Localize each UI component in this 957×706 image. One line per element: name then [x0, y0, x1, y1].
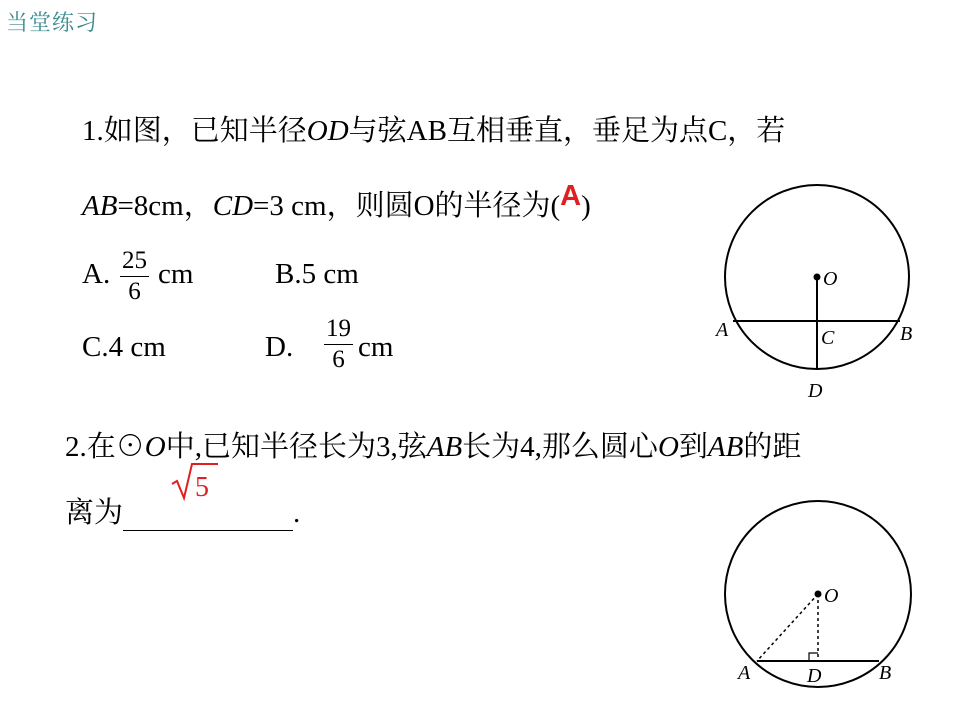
option-d-numerator: 19	[326, 315, 351, 342]
q1-line2	[82, 180, 591, 224]
q1-cd: CD	[212, 190, 254, 222]
q2-t3: 到	[678, 431, 708, 463]
sqrt-radicand: 5	[195, 472, 209, 503]
q1-circle-figure	[700, 170, 930, 405]
radius-oa	[757, 594, 818, 661]
q2-period: .	[293, 497, 301, 529]
option-b: B.5 cm	[275, 258, 359, 290]
label-b: B	[900, 323, 913, 345]
option-d-label: D.	[265, 331, 294, 363]
option-d-denominator: 6	[332, 346, 345, 373]
q1-ab-value: =8cm，	[117, 190, 213, 222]
q2-t2: 长为4,那么圆心	[462, 431, 658, 463]
label-a: A	[738, 662, 751, 684]
option-c: C.4 cm	[82, 331, 166, 363]
slide-title: 当堂练习	[6, 11, 99, 36]
option-a-label: A.	[82, 258, 111, 290]
label-o: O	[824, 585, 839, 607]
right-angle-icon	[809, 653, 818, 661]
option-a-fraction	[120, 248, 149, 305]
q2-circle-figure	[700, 495, 930, 695]
q1-mid: 与弦AB互相垂直，垂足为点C，若	[348, 115, 786, 147]
q1-prefix: 1.如图，已知半径	[82, 115, 307, 147]
label-c: C	[821, 327, 835, 349]
option-a-numerator: 25	[122, 247, 147, 274]
q2-answer-sqrt	[170, 460, 220, 504]
fraction-bar	[324, 344, 353, 345]
q2-ab1: AB	[426, 431, 463, 463]
q2-line1	[65, 424, 801, 465]
q1-close-paren: )	[581, 190, 591, 222]
q2-prefix: 2.在⊙	[65, 431, 145, 463]
q1-cd-value: =3 cm，则圆O的半径为(	[253, 190, 561, 222]
q1-line1	[82, 108, 785, 149]
q1-answer: A	[560, 180, 582, 212]
q1-ab: AB	[82, 190, 118, 222]
label-o: O	[823, 268, 838, 290]
label-b: B	[879, 662, 892, 684]
center-point	[814, 274, 821, 281]
q2-o1: O	[144, 431, 166, 463]
label-d: D	[807, 665, 822, 687]
answer-blank	[123, 504, 293, 531]
q1-od: OD	[306, 115, 349, 147]
q2-ab2: AB	[707, 431, 744, 463]
option-d-unit: cm	[358, 331, 394, 363]
option-d-fraction	[324, 316, 353, 373]
q2-t4: 的距	[743, 431, 802, 463]
fraction-bar	[120, 276, 149, 277]
q2-line2-text: 离为	[65, 497, 124, 529]
center-point	[815, 591, 822, 598]
label-d: D	[808, 380, 823, 402]
q2-t1: 中,已知半径长为3,弦	[165, 431, 427, 463]
option-a-unit: cm	[158, 258, 194, 290]
q2-o2: O	[657, 431, 679, 463]
option-a-denominator: 6	[128, 278, 141, 305]
label-a: A	[716, 319, 729, 341]
